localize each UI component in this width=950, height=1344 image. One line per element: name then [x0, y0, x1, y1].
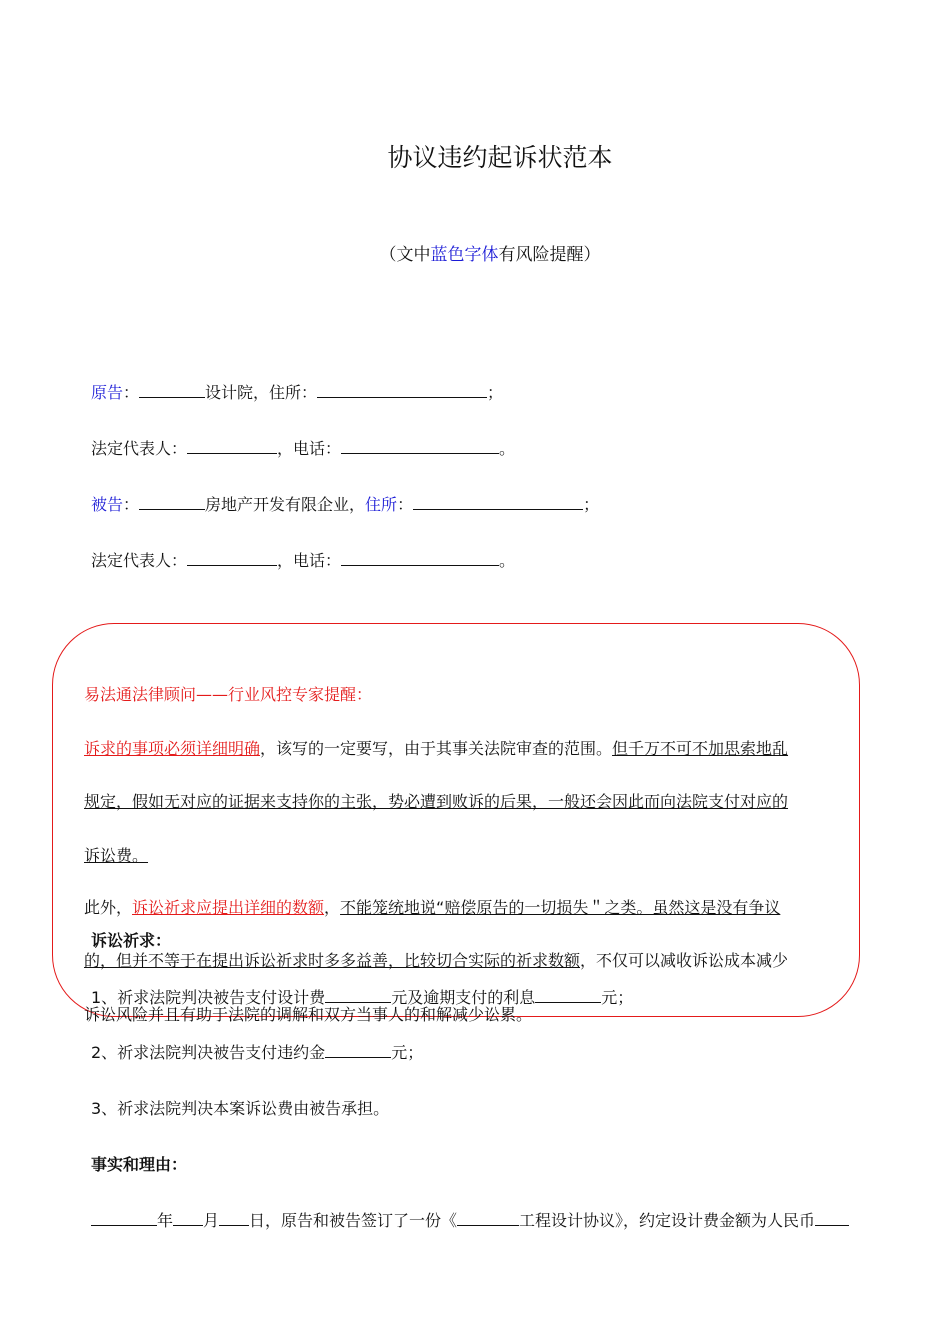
defendant-rep-line [91, 548, 515, 571]
risk-p2-underlined: 不能笼统地说“赔偿原告的一切损失＂之类。虽然这是没有争议 [340, 898, 781, 917]
plaintiff-line [91, 380, 503, 403]
rep2-name-blank [187, 550, 277, 566]
defendant-colon: ： [123, 495, 140, 514]
plaintiff-end: ； [487, 383, 504, 402]
defendant-colon-2: ： [397, 495, 414, 514]
risk-p2-line2-underlined: 的，但并不等于在提出诉讼祈求时多多益善，比较切合实际的祈求数额 [84, 951, 581, 970]
plaintiff-colon: ： [123, 383, 140, 402]
risk-p2-start: 此外， [84, 898, 133, 917]
risk-p1-red: 诉求的事项必须详细明确 [84, 739, 261, 758]
facts-day-blank [219, 1210, 249, 1226]
defendant-address-blank [413, 494, 583, 510]
facts-amount-blank [815, 1210, 849, 1226]
claim-item-3: 3、祈求法院判决本案诉讼费由被告承担。 [91, 1099, 390, 1118]
facts-contract: 工程设计协议》，约定设计费金额为人民币 [519, 1211, 816, 1230]
facts-heading: 事实和理由： [91, 1155, 188, 1174]
claim1-a: 1、祈求法院判决被告支付设计费 [91, 988, 326, 1007]
rep2-label: 法定代表人： [91, 551, 188, 570]
risk-note-subtitle [0, 240, 950, 265]
facts-month: 月 [203, 1211, 220, 1230]
rep1-phone-blank [341, 438, 499, 454]
subtitle-open: （文中 [379, 245, 431, 265]
defendant-name-blank [139, 494, 205, 510]
plaintiff-mid: 设计院，住所： [205, 383, 318, 402]
claim1-fee-blank [325, 987, 391, 1003]
plaintiff-address-blank [317, 382, 487, 398]
defendant-label: 被告 [91, 495, 124, 514]
rep2-end: 。 [499, 551, 516, 570]
risk-p1-underlined: 但千万不可不加思索地乱 [612, 739, 789, 758]
defendant-end: ； [583, 495, 600, 514]
page-title: 协议违约起诉状范本 [387, 143, 613, 172]
rep2-phone-label: ，电话： [277, 551, 342, 570]
risk-p1-mid: ，该写的一定要写，由于其事关法院审查的范围。 [260, 739, 613, 758]
plaintiff-name-blank [139, 382, 205, 398]
risk-p2-line1 [84, 895, 780, 918]
defendant-mid: 房地产开发有限企业， [205, 495, 366, 514]
rep2-phone-blank [341, 550, 499, 566]
claim1-interest-blank [535, 987, 601, 1003]
risk-p1-line1 [84, 736, 788, 759]
risk-p2-line2 [84, 948, 788, 971]
risk-heading: 易法通法律顾问——行业风控专家提醒： [84, 685, 373, 704]
facts-year-blank [91, 1210, 157, 1226]
facts-year: 年 [157, 1211, 174, 1230]
claim-item-1 [91, 985, 633, 1008]
subtitle-close: 有风险提醒） [498, 245, 601, 265]
risk-p2-red: 诉讼祈求应提出详细的数额 [132, 898, 325, 917]
rep1-name-blank [187, 438, 277, 454]
claims-heading: 诉讼祈求： [91, 931, 172, 950]
plaintiff-rep-line [91, 436, 515, 459]
claim2-amount-blank [325, 1042, 391, 1058]
facts-line-1 [91, 1208, 849, 1231]
plaintiff-label: 原告 [91, 383, 124, 402]
claim1-c: 元； [601, 988, 634, 1007]
subtitle-blue-text: 蓝色字体 [430, 245, 499, 265]
rep1-label: 法定代表人： [91, 439, 188, 458]
rep1-phone-label: ，电话： [277, 439, 342, 458]
risk-p1-line2: 规定，假如无对应的证据来支持你的主张，势必遭到败诉的后果，一般还会因此而向法院支付对应的 [84, 792, 789, 811]
facts-contract-blank [457, 1210, 519, 1226]
facts-month-blank [173, 1210, 203, 1226]
claim2-a: 2、祈求法院判决被告支付违约金 [91, 1043, 326, 1062]
claim-item-2 [91, 1040, 423, 1063]
risk-p1-line3: 诉讼费。 [84, 846, 149, 865]
defendant-address-label: 住所 [365, 495, 398, 514]
claim2-b: 元； [391, 1043, 424, 1062]
rep1-end: 。 [499, 439, 516, 458]
defendant-line [91, 492, 599, 515]
claim1-b: 元及逾期支付的利息 [391, 988, 536, 1007]
risk-p2-line2-rest: ，不仅可以减收诉讼成本减少 [580, 951, 789, 970]
risk-p2-line3: 诉讼风险并且有助于法院的调解和双方当事人的和解减少讼累。 [84, 1005, 533, 1024]
facts-day: 日，原告和被告签订了一份《 [249, 1211, 458, 1230]
risk-p2-mid: ， [324, 898, 341, 917]
